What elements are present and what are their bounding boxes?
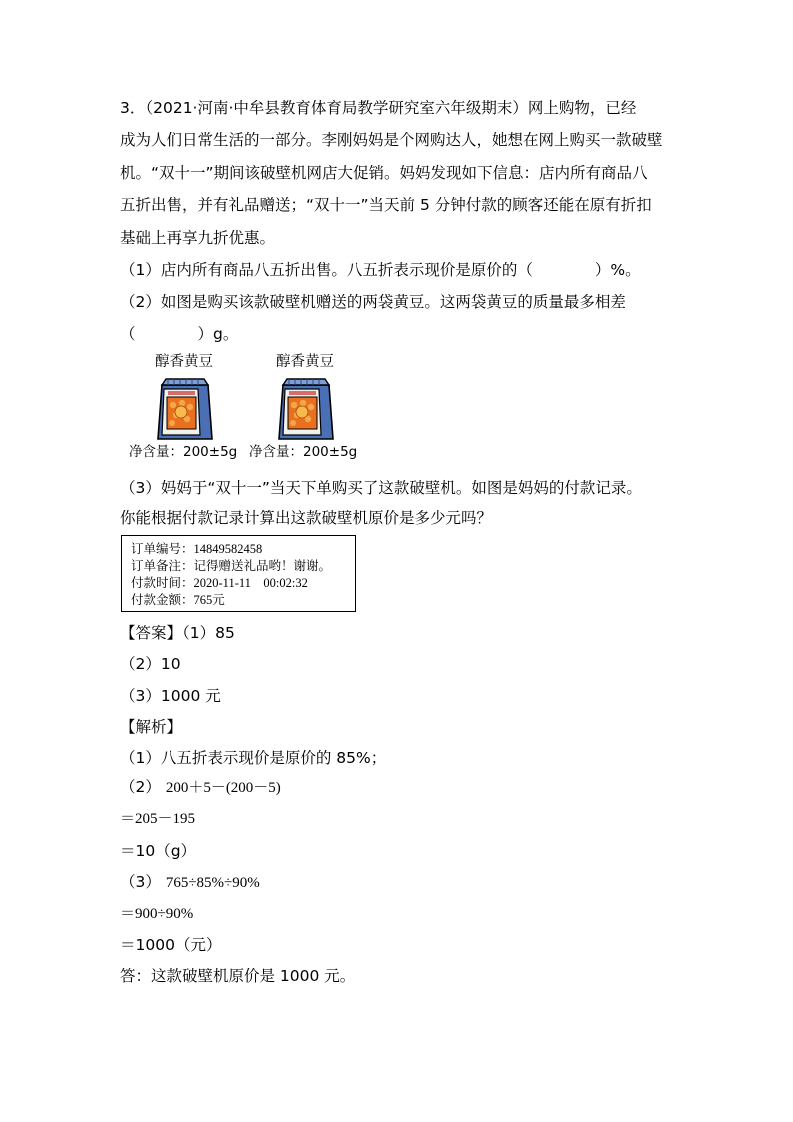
sub-question-3-line-2: 你能根据付款记录计算出这款破壁机原价是多少元吗？ — [120, 509, 493, 527]
bag-2-caption: 净含量：200±5g — [249, 444, 358, 460]
bag-title: 醇香黄豆 — [276, 354, 334, 370]
question-line-4: 五折出售，并有礼品赠送；“双十一”当天前 5 分钟付款的顾客还能在原有折扣 — [120, 196, 652, 214]
analysis-step-3-line-1: ＝900÷90% — [120, 906, 194, 922]
sub-question-2-line-2: （ ）g。 — [120, 325, 239, 343]
analysis-step-2-line-2: ＝10（g） — [120, 842, 197, 860]
question-line-5: 基础上再享九折优惠。 — [120, 229, 276, 247]
analysis-step-2-line-1: ＝205－195 — [120, 811, 196, 827]
question-line-3: 机。“双十一”期间该破壁机网店大促销。妈妈发现如下信息：店内所有商品八 — [120, 164, 648, 182]
order-number: 订单编号：14849582458 — [131, 542, 263, 556]
soybean-bag-icon — [154, 375, 216, 441]
analysis-step-3 — [120, 872, 260, 893]
order-note: 订单备注：记得赠送礼品哟！谢谢。 — [131, 559, 332, 573]
analysis-step-2-expression: 200＋5－(200－5) — [165, 780, 281, 796]
analysis-step-3-line-2: ＝1000（元） — [120, 936, 222, 954]
sub-question-3-line-1: （3）妈妈于“双十一”当天下单购买了这款破壁机。如图是妈妈的付款记录。 — [120, 479, 642, 497]
answer-header: 【答案】（1）85 — [120, 624, 235, 642]
final-answer: 答：这款破壁机原价是 1000 元。 — [120, 967, 356, 985]
analysis-step-2 — [120, 777, 281, 798]
analysis-step-1: （1）八五折表示现价是原价的 85%； — [120, 749, 387, 767]
answer-2: （2）10 — [120, 655, 181, 673]
sub-question-2-line-1: （2）如图是购买该款破壁机赠送的两袋黄豆。这两袋黄豆的质量最多相差 — [120, 293, 626, 311]
question-line-1: 3．（2021·河南·中牟县教育体育局教学研究室六年级期末）网上购物，已经 — [120, 99, 637, 117]
analysis-header: 【解析】 — [120, 718, 183, 736]
answer-3: （3）1000 元 — [120, 687, 221, 705]
payment-amount: 付款金额：765元 — [131, 593, 225, 607]
analysis-step-3-expression: 765÷85%÷90% — [165, 875, 260, 891]
payment-record-box — [121, 535, 356, 612]
soybean-bag-icon — [275, 375, 337, 441]
analysis-step-3-label: （3） — [120, 873, 161, 891]
question-line-2: 成为人们日常生活的一部分。李刚妈妈是个网购达人，她想在网上购买一款破壁 — [120, 131, 663, 149]
bag-title: 醇香黄豆 — [155, 354, 213, 370]
bag-1-caption: 净含量：200±5g — [129, 444, 238, 460]
sub-question-1: （1）店内所有商品八五折出售。八五折表示现价是原价的（ ）%。 — [120, 261, 641, 279]
payment-time: 付款时间：2020-11-11 00:02:32 — [131, 576, 308, 590]
analysis-step-2-label: （2） — [120, 778, 161, 796]
